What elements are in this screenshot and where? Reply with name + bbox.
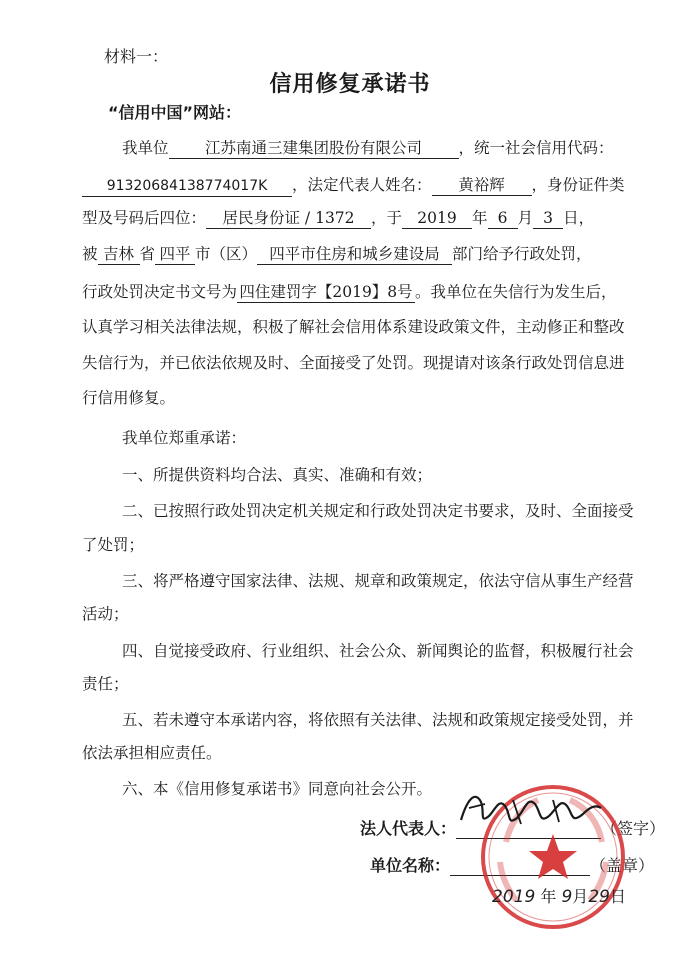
commitment-intro: 我单位郑重承诺： — [122, 429, 247, 447]
unit-note: （盖章） — [590, 856, 655, 875]
commitment-item-5: 五、若未遵守本承诺内容，将依照有关法律、法规和政策规定接受处罚，并 — [122, 711, 634, 729]
document-title: 信用修复承诺书 — [269, 72, 431, 97]
province-field: 吉林 — [98, 244, 140, 265]
company-name-field: 江苏南通三建集团股份有限公司 — [169, 138, 459, 159]
commitment-item-4: 四、自觉接受政府、行业组织、社会公众、新闻舆论的监督，积极履行社会 — [122, 642, 634, 660]
commitment-item-4-cont: 责任； — [82, 675, 129, 693]
declaration-line-1: 我单位 江苏南通三建集团股份有限公司 ，统一社会信用代码： — [122, 139, 614, 157]
site-label: “信用中国”网站： — [108, 103, 242, 122]
doc-number-field: 四住建罚字【2019】8号 — [237, 282, 415, 303]
declaration-line-5: 行政处罚决定书文号为 四住建罚字【2019】8号 。我单位在失信行为发生后， — [82, 283, 617, 301]
commitment-item-2: 二、已按照行政处罚决定机关规定和行政处罚决定书要求，及时、全面接受 — [122, 502, 634, 520]
rep-label: 法人代表人： — [360, 819, 457, 838]
signature-date: 2019 年 9月29日 — [492, 887, 626, 907]
commitment-item-6: 六、本《信用修复承诺书》同意向社会公开。 — [122, 780, 433, 798]
commitment-item-5-cont: 依法承担相应责任。 — [82, 744, 222, 762]
declaration-line-8: 行信用修复。 — [82, 389, 176, 407]
commitment-item-3: 三、将严格遵守国家法律、法规、规章和政策规定，依法守信从事生产经营 — [122, 572, 634, 590]
day-field: 3 — [533, 208, 563, 229]
unit-label: 单位名称： — [370, 856, 451, 875]
year-field: 2019 — [402, 208, 472, 229]
declaration-line-4: 被 吉林 省 四平 市（区） 四平市住房和城乡建设局 部门给予行政处罚， — [82, 245, 592, 263]
declaration-line-6: 认真学习相关法律法规，积极了解社会信用体系建设政策文件，主动修正和整改 — [82, 318, 625, 336]
city-field: 四平 — [155, 244, 195, 265]
date-month: 9 — [561, 887, 573, 907]
declaration-line-7: 失信行为，并已依法依规及时、全面接受了处罚。现提请对该条行政处罚信息进 — [82, 354, 625, 372]
commitment-item-3-cont: 活动； — [82, 605, 129, 623]
handwritten-signature-icon — [455, 780, 605, 840]
legal-rep-field: 黄裕辉 — [432, 175, 532, 196]
date-year: 2019 — [492, 887, 536, 907]
material-label: 材料一： — [104, 47, 169, 66]
department-field: 四平市住房和城乡建设局 — [257, 244, 452, 265]
date-day: 29 — [588, 887, 610, 907]
declaration-line-3: 型及号码后四位： 居民身份证 / 1372 ，于 2019 年 6 月 3 日， — [82, 209, 595, 227]
credit-code-field: 91320684138774017K — [82, 176, 292, 197]
rep-note: （签字） — [601, 819, 666, 838]
commitment-item-2-cont: 了处罚； — [82, 536, 145, 554]
declaration-line-2: 91320684138774017K ，法定代表人姓名： 黄裕辉 ，身份证件类 — [82, 174, 625, 197]
commitment-item-1: 一、所提供资料均合法、真实、准确和有效； — [122, 466, 433, 484]
month-field: 6 — [488, 208, 518, 229]
id-info-field: 居民身份证 / 1372 — [206, 208, 371, 229]
